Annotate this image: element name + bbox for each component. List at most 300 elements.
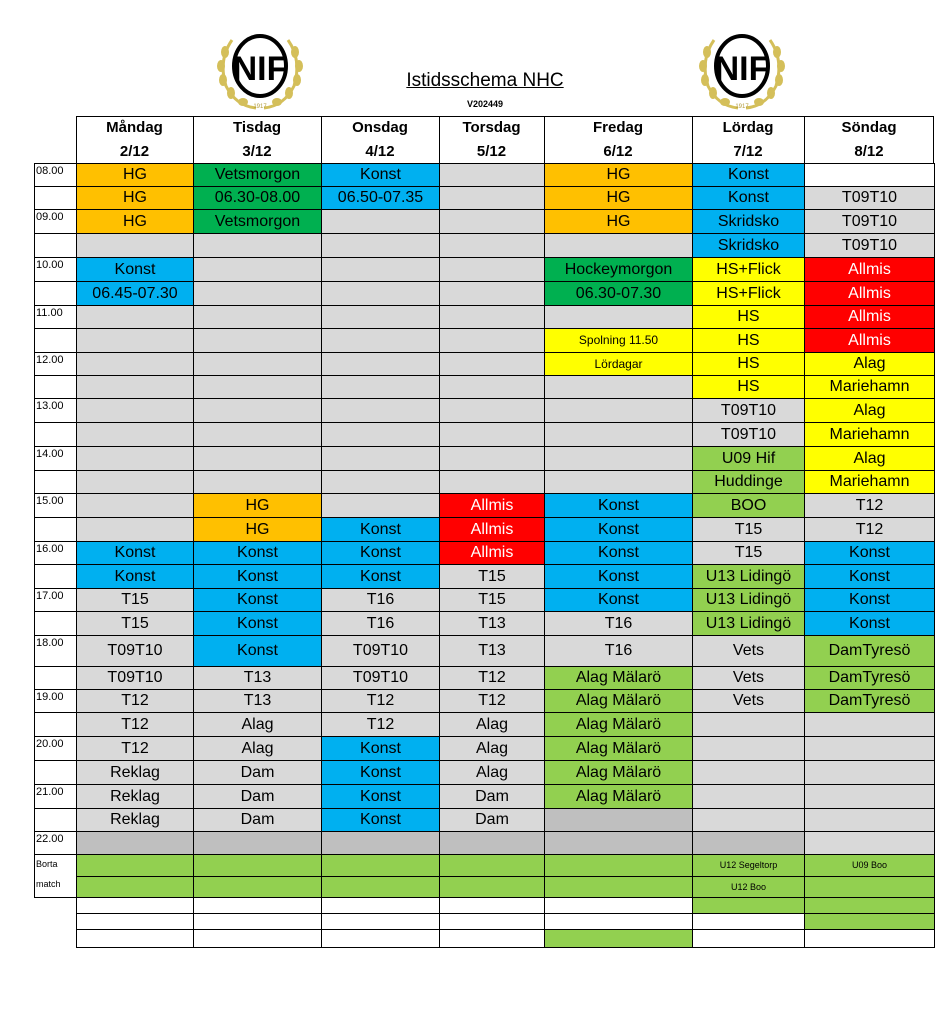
- slot-r5-c4: [439, 257, 545, 282]
- slot-r1-c6: Konst: [692, 163, 805, 187]
- time-row-divider: [34, 635, 77, 636]
- slot-r29-c7: [804, 831, 935, 855]
- away-r5-c6: [692, 929, 805, 948]
- away-r4-c5: [544, 913, 693, 930]
- away-r5-c7: [804, 929, 935, 948]
- slot-r28-c5: [544, 808, 693, 832]
- slot-r3-c6: Skridsko: [692, 209, 805, 234]
- slot-r10-c1: [76, 375, 194, 399]
- slot-r23-c1: T12: [76, 689, 194, 713]
- away-r5-c5: [544, 929, 693, 948]
- slot-r4-c6: Skridsko: [692, 233, 805, 258]
- slot-r7-c2: [193, 305, 322, 329]
- away-r1-c4: [439, 854, 545, 877]
- slot-r18-c6: U13 Lidingö: [692, 564, 805, 589]
- logo-year: 1917: [735, 104, 749, 110]
- slot-r17-c3: Konst: [321, 541, 440, 565]
- slot-r6-c1: 06.45-07.30: [76, 281, 194, 306]
- slot-r21-c7: DamTyresö: [804, 635, 935, 667]
- slot-r8-c3: [321, 328, 440, 353]
- away-r2-c1: [76, 876, 194, 898]
- slot-r18-c7: Konst: [804, 564, 935, 589]
- slot-r27-c6: [692, 784, 805, 809]
- away-label-line-2: match: [36, 879, 61, 889]
- away-r1-c5: [544, 854, 693, 877]
- slot-r14-c5: [544, 470, 693, 494]
- slot-r1-c4: [439, 163, 545, 187]
- slot-r13-c6: U09 Hif: [692, 446, 805, 471]
- slot-r2-c1: HG: [76, 186, 194, 210]
- time-row-divider: [34, 588, 77, 589]
- slot-r28-c7: [804, 808, 935, 832]
- away-r4-c1: [76, 913, 194, 930]
- slot-r16-c2: HG: [193, 517, 322, 542]
- slot-r22-c4: T12: [439, 666, 545, 690]
- away-r3-c7: [804, 897, 935, 914]
- slot-r16-c3: Konst: [321, 517, 440, 542]
- slot-r19-c4: T15: [439, 588, 545, 612]
- slot-r6-c5: 06.30-07.30: [544, 281, 693, 306]
- slot-r27-c1: Reklag: [76, 784, 194, 809]
- slot-r8-c4: [439, 328, 545, 353]
- slot-r19-c6: U13 Lidingö: [692, 588, 805, 612]
- slot-r22-c7: DamTyresö: [804, 666, 935, 690]
- slot-r23-c4: T12: [439, 689, 545, 713]
- slot-r6-c4: [439, 281, 545, 306]
- header-divider: [193, 116, 194, 164]
- slot-r11-c3: [321, 398, 440, 423]
- slot-r20-c4: T13: [439, 611, 545, 636]
- slot-r25-c1: T12: [76, 736, 194, 761]
- slot-r9-c6: HS: [692, 352, 805, 376]
- slot-r7-c6: HS: [692, 305, 805, 329]
- time-row-divider: [34, 564, 77, 565]
- slot-r11-c2: [193, 398, 322, 423]
- slot-r13-c1: [76, 446, 194, 471]
- time-label: 22.00: [36, 833, 64, 845]
- slot-r6-c6: HS+Flick: [692, 281, 805, 306]
- slot-r14-c2: [193, 470, 322, 494]
- day-date-6: 7/12: [733, 143, 763, 160]
- slot-r24-c2: Alag: [193, 712, 322, 737]
- slot-r22-c2: T13: [193, 666, 322, 690]
- time-row-divider: [34, 305, 77, 306]
- away-r4-c4: [439, 913, 545, 930]
- slot-r10-c7: Mariehamn: [804, 375, 935, 399]
- away-r3-c6: [692, 897, 805, 914]
- away-r2-c7: [804, 876, 935, 898]
- day-name-5: Fredag: [592, 119, 643, 136]
- slot-r15-c5: Konst: [544, 493, 693, 518]
- time-row-divider: [34, 854, 77, 855]
- time-row-divider: [34, 233, 77, 234]
- slot-r7-c4: [439, 305, 545, 329]
- time-row-divider: [34, 712, 77, 713]
- time-label: 21.00: [36, 786, 64, 798]
- day-date-4: 5/12: [476, 143, 507, 160]
- slot-r22-c6: Vets: [692, 666, 805, 690]
- slot-r17-c5: Konst: [544, 541, 693, 565]
- slot-r7-c3: [321, 305, 440, 329]
- slot-r20-c5: T16: [544, 611, 693, 636]
- slot-r18-c2: Konst: [193, 564, 322, 589]
- slot-r22-c5: Alag Mälarö: [544, 666, 693, 690]
- time-row-divider: [34, 163, 77, 164]
- club-logo-right: [694, 30, 790, 112]
- slot-r4-c2: [193, 233, 322, 258]
- logo-text: NIF: [714, 50, 770, 88]
- slot-r3-c4: [439, 209, 545, 234]
- away-r3-c4: [439, 897, 545, 914]
- slot-r14-c7: Mariehamn: [804, 470, 935, 494]
- slot-r5-c3: [321, 257, 440, 282]
- time-row-divider: [34, 808, 77, 809]
- slot-r15-c2: HG: [193, 493, 322, 518]
- slot-r21-c3: T09T10: [321, 635, 440, 667]
- time-label: 10.00: [36, 259, 64, 271]
- slot-r6-c3: [321, 281, 440, 306]
- slot-r25-c7: [804, 736, 935, 761]
- slot-r12-c5: [544, 422, 693, 447]
- slot-r19-c1: T15: [76, 588, 194, 612]
- slot-r20-c1: T15: [76, 611, 194, 636]
- slot-r14-c1: [76, 470, 194, 494]
- slot-r1-c3: Konst: [321, 163, 440, 187]
- slot-r13-c4: [439, 446, 545, 471]
- time-label: 20.00: [36, 738, 64, 750]
- day-name-1: Måndag: [106, 119, 163, 136]
- slot-r6-c2: [193, 281, 322, 306]
- slot-r17-c2: Konst: [193, 541, 322, 565]
- day-name-6: Lördag: [722, 119, 774, 136]
- time-row-divider: [34, 517, 77, 518]
- slot-r13-c3: [321, 446, 440, 471]
- day-date-7: 8/12: [854, 143, 884, 160]
- slot-r12-c4: [439, 422, 545, 447]
- time-label: 08.00: [36, 165, 64, 177]
- time-label: 09.00: [36, 211, 64, 223]
- slot-r21-c6: Vets: [692, 635, 805, 667]
- slot-r26-c6: [692, 760, 805, 785]
- slot-r26-c2: Dam: [193, 760, 322, 785]
- slot-r2-c4: [439, 186, 545, 210]
- schedule-version: V202449: [466, 99, 504, 109]
- logo-year: 1917: [253, 104, 267, 110]
- slot-r16-c5: Konst: [544, 517, 693, 542]
- slot-r4-c5: [544, 233, 693, 258]
- slot-r1-c2: Vetsmorgon: [193, 163, 322, 187]
- away-r5-c4: [439, 929, 545, 948]
- slot-r11-c6: T09T10: [692, 398, 805, 423]
- slot-r23-c5: Alag Mälarö: [544, 689, 693, 713]
- away-r5-c3: [321, 929, 440, 948]
- day-date-5: 6/12: [603, 143, 633, 160]
- time-label: 11.00: [36, 307, 63, 319]
- slot-r22-c3: T09T10: [321, 666, 440, 690]
- day-name-4: Torsdag: [462, 119, 521, 136]
- away-r1-c2: [193, 854, 322, 877]
- slot-r10-c5: [544, 375, 693, 399]
- slot-r28-c3: Konst: [321, 808, 440, 832]
- header-divider: [321, 116, 322, 164]
- slot-r24-c6: [692, 712, 805, 737]
- time-label: 17.00: [36, 590, 64, 602]
- time-label: 16.00: [36, 543, 64, 555]
- slot-r14-c4: [439, 470, 545, 494]
- slot-r16-c1: [76, 517, 194, 542]
- header-divider: [804, 116, 805, 164]
- slot-r11-c5: [544, 398, 693, 423]
- away-r3-c1: [76, 897, 194, 914]
- slot-r9-c1: [76, 352, 194, 376]
- slot-r23-c3: T12: [321, 689, 440, 713]
- slot-r5-c2: [193, 257, 322, 282]
- away-r1-c7: U09 Boo: [804, 854, 935, 877]
- slot-r9-c3: [321, 352, 440, 376]
- slot-r16-c4: Allmis: [439, 517, 545, 542]
- time-row-divider: [34, 493, 77, 494]
- slot-r17-c4: Allmis: [439, 541, 545, 565]
- slot-r12-c1: [76, 422, 194, 447]
- slot-r3-c1: HG: [76, 209, 194, 234]
- time-row-divider: [34, 352, 77, 353]
- time-row-divider: [34, 760, 77, 761]
- slot-r20-c2: Konst: [193, 611, 322, 636]
- away-r2-c5: [544, 876, 693, 898]
- slot-r15-c7: T12: [804, 493, 935, 518]
- slot-r7-c1: [76, 305, 194, 329]
- slot-r13-c2: [193, 446, 322, 471]
- slot-r29-c2: [193, 831, 322, 855]
- time-row-divider: [34, 611, 77, 612]
- slot-r11-c1: [76, 398, 194, 423]
- slot-r25-c2: Alag: [193, 736, 322, 761]
- time-row-divider: [34, 470, 77, 471]
- slot-r9-c4: [439, 352, 545, 376]
- club-logo-left: [212, 30, 308, 112]
- header-divider: [439, 116, 440, 164]
- slot-r3-c2: Vetsmorgon: [193, 209, 322, 234]
- slot-r12-c2: [193, 422, 322, 447]
- slot-r5-c6: HS+Flick: [692, 257, 805, 282]
- slot-r23-c6: Vets: [692, 689, 805, 713]
- time-row-divider: [34, 209, 77, 210]
- slot-r21-c1: T09T10: [76, 635, 194, 667]
- time-label: 12.00: [36, 354, 64, 366]
- slot-r2-c6: Konst: [692, 186, 805, 210]
- slot-r15-c3: [321, 493, 440, 518]
- slot-r2-c7: T09T10: [804, 186, 935, 210]
- slot-r27-c2: Dam: [193, 784, 322, 809]
- slot-r24-c5: Alag Mälarö: [544, 712, 693, 737]
- away-r4-c6: [692, 913, 805, 930]
- slot-r7-c7: Allmis: [804, 305, 935, 329]
- slot-r19-c7: Konst: [804, 588, 935, 612]
- slot-r8-c2: [193, 328, 322, 353]
- slot-r10-c6: HS: [692, 375, 805, 399]
- slot-r3-c5: HG: [544, 209, 693, 234]
- schedule-title: Istidsschema NHC: [406, 70, 564, 91]
- slot-r25-c5: Alag Mälarö: [544, 736, 693, 761]
- slot-r7-c5: [544, 305, 693, 329]
- time-label: 19.00: [36, 691, 64, 703]
- slot-r4-c4: [439, 233, 545, 258]
- slot-r6-c7: Allmis: [804, 281, 935, 306]
- time-row-divider: [34, 736, 77, 737]
- slot-r29-c6: [692, 831, 805, 855]
- slot-r20-c3: T16: [321, 611, 440, 636]
- slot-r15-c4: Allmis: [439, 493, 545, 518]
- away-r4-c3: [321, 913, 440, 930]
- slot-r15-c1: [76, 493, 194, 518]
- slot-r22-c1: T09T10: [76, 666, 194, 690]
- slot-r8-c6: HS: [692, 328, 805, 353]
- away-r2-c6: U12 Boo: [692, 876, 805, 898]
- away-r2-c2: [193, 876, 322, 898]
- time-label: 13.00: [36, 400, 64, 412]
- slot-r17-c1: Konst: [76, 541, 194, 565]
- slot-r16-c6: T15: [692, 517, 805, 542]
- time-row-divider: [34, 831, 77, 832]
- day-name-2: Tisdag: [232, 119, 282, 136]
- slot-r2-c2: 06.30-08.00: [193, 186, 322, 210]
- day-date-3: 4/12: [365, 143, 395, 160]
- slot-r28-c1: Reklag: [76, 808, 194, 832]
- time-row-divider: [34, 375, 77, 376]
- slot-r18-c4: T15: [439, 564, 545, 589]
- day-name-7: Söndag: [841, 119, 897, 136]
- slot-r29-c3: [321, 831, 440, 855]
- away-r2-c3: [321, 876, 440, 898]
- slot-r15-c6: BOO: [692, 493, 805, 518]
- slot-r24-c1: T12: [76, 712, 194, 737]
- slot-r24-c7: [804, 712, 935, 737]
- away-r5-c2: [193, 929, 322, 948]
- day-name-3: Onsdag: [352, 119, 408, 136]
- slot-r24-c4: Alag: [439, 712, 545, 737]
- time-row-divider: [34, 666, 77, 667]
- slot-r14-c6: Huddinge: [692, 470, 805, 494]
- header-divider: [692, 116, 693, 164]
- slot-r12-c6: T09T10: [692, 422, 805, 447]
- time-row-divider: [34, 281, 77, 282]
- slot-r27-c4: Dam: [439, 784, 545, 809]
- slot-r26-c3: Konst: [321, 760, 440, 785]
- slot-r20-c7: Konst: [804, 611, 935, 636]
- slot-r4-c7: T09T10: [804, 233, 935, 258]
- slot-r3-c3: [321, 209, 440, 234]
- slot-r11-c4: [439, 398, 545, 423]
- slot-r8-c7: Allmis: [804, 328, 935, 353]
- slot-r29-c1: [76, 831, 194, 855]
- away-label-line-1: Borta: [36, 859, 58, 869]
- slot-r27-c7: [804, 784, 935, 809]
- time-row-divider: [34, 422, 77, 423]
- slot-r24-c3: T12: [321, 712, 440, 737]
- slot-r27-c5: Alag Mälarö: [544, 784, 693, 809]
- away-r4-c7: [804, 913, 935, 930]
- slot-r1-c1: HG: [76, 163, 194, 187]
- away-r1-c3: [321, 854, 440, 877]
- slot-r14-c3: [321, 470, 440, 494]
- slot-r5-c7: Allmis: [804, 257, 935, 282]
- time-row-divider: [34, 186, 77, 187]
- slot-r5-c1: Konst: [76, 257, 194, 282]
- slot-r17-c6: T15: [692, 541, 805, 565]
- slot-r16-c7: T12: [804, 517, 935, 542]
- slot-r21-c5: T16: [544, 635, 693, 667]
- away-r4-c2: [193, 913, 322, 930]
- slot-r19-c5: Konst: [544, 588, 693, 612]
- slot-r21-c4: T13: [439, 635, 545, 667]
- slot-r3-c7: T09T10: [804, 209, 935, 234]
- slot-r13-c5: [544, 446, 693, 471]
- slot-r28-c4: Dam: [439, 808, 545, 832]
- slot-r26-c4: Alag: [439, 760, 545, 785]
- slot-r21-c2: Konst: [193, 635, 322, 667]
- slot-r23-c2: T13: [193, 689, 322, 713]
- slot-r9-c2: [193, 352, 322, 376]
- away-r3-c3: [321, 897, 440, 914]
- slot-r4-c3: [321, 233, 440, 258]
- slot-r8-c1: [76, 328, 194, 353]
- header-divider: [544, 116, 545, 164]
- slot-r10-c3: [321, 375, 440, 399]
- slot-r23-c7: DamTyresö: [804, 689, 935, 713]
- slot-r17-c7: Konst: [804, 541, 935, 565]
- time-row-divider: [34, 446, 77, 447]
- slot-r1-c7: [804, 163, 935, 187]
- slot-r28-c2: Dam: [193, 808, 322, 832]
- slot-r18-c3: Konst: [321, 564, 440, 589]
- slot-r4-c1: [76, 233, 194, 258]
- slot-r10-c2: [193, 375, 322, 399]
- slot-r12-c7: Mariehamn: [804, 422, 935, 447]
- slot-r25-c6: [692, 736, 805, 761]
- slot-r29-c5: [544, 831, 693, 855]
- slot-r28-c6: [692, 808, 805, 832]
- slot-r27-c3: Konst: [321, 784, 440, 809]
- time-row-divider: [34, 784, 77, 785]
- time-label: 14.00: [36, 448, 64, 460]
- time-row-divider: [34, 689, 77, 690]
- day-date-1: 2/12: [119, 143, 150, 160]
- slot-r11-c7: Alag: [804, 398, 935, 423]
- away-r1-c6: U12 Segeltorp: [692, 854, 805, 877]
- slot-r26-c5: Alag Mälarö: [544, 760, 693, 785]
- slot-r8-c5: Spolning 11.50: [544, 328, 693, 353]
- slot-r19-c3: T16: [321, 588, 440, 612]
- away-r5-c1: [76, 929, 194, 948]
- slot-r5-c5: Hockeymorgon: [544, 257, 693, 282]
- slot-r25-c4: Alag: [439, 736, 545, 761]
- slot-r25-c3: Konst: [321, 736, 440, 761]
- slot-r2-c5: HG: [544, 186, 693, 210]
- away-r3-c2: [193, 897, 322, 914]
- logo-text: NIF: [232, 50, 288, 88]
- slot-r9-c5: Lördagar: [544, 352, 693, 376]
- slot-r29-c4: [439, 831, 545, 855]
- slot-r26-c1: Reklag: [76, 760, 194, 785]
- slot-r13-c7: Alag: [804, 446, 935, 471]
- time-label: 18.00: [36, 637, 64, 649]
- slot-r19-c2: Konst: [193, 588, 322, 612]
- slot-r12-c3: [321, 422, 440, 447]
- time-row-divider: [34, 257, 77, 258]
- slot-r18-c5: Konst: [544, 564, 693, 589]
- slot-r20-c6: U13 Lidingö: [692, 611, 805, 636]
- time-row-divider: [34, 328, 77, 329]
